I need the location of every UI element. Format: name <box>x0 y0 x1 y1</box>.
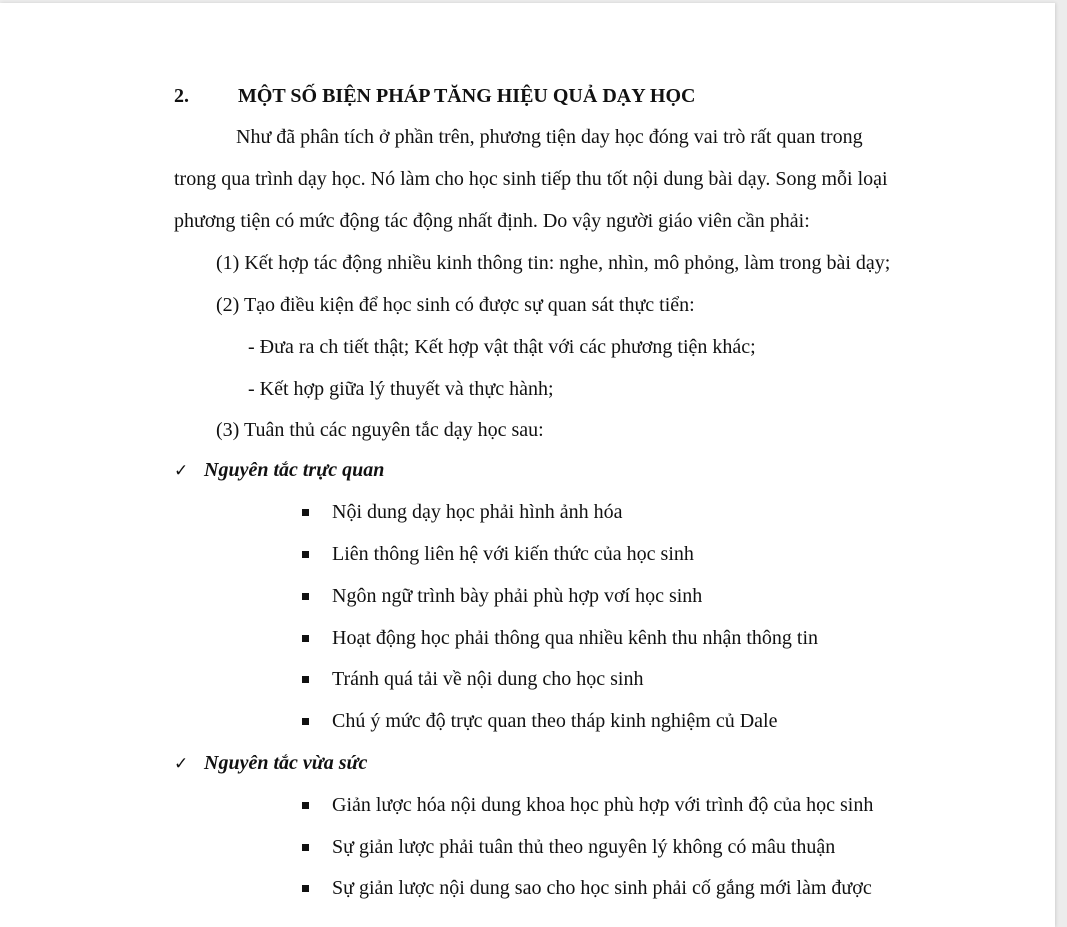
principle-title: Nguyên tắc trực quan <box>204 459 385 481</box>
list-item-text: Hoạt động học phải thông qua nhiều kênh thu nhận thông tin <box>332 627 819 649</box>
checkmark-icon: ✓ <box>174 461 189 481</box>
numbered-item-3: (3) Tuân thủ các nguyên tắc dạy học sau: <box>216 419 544 441</box>
paragraph-line-1: Như đã phân tích ở phần trên, phương tiện day học đóng vai trò rất quan trong <box>236 126 863 148</box>
list-item-text: Sự giản lược nội dung sao cho học sinh phải cố gắng mới làm được <box>332 877 872 899</box>
list-item-text: Giản lược hóa nội dung khoa học phù hợp với trình độ của học sinh <box>332 794 874 816</box>
principle-title: Nguyên tắc vừa sức <box>204 752 368 774</box>
section-number: 2. <box>174 85 189 107</box>
square-bullet-icon <box>302 593 309 600</box>
list-item-text: Chú ý mức độ trực quan theo tháp kinh nghiệm củ Dale <box>332 710 778 732</box>
square-bullet-icon <box>302 718 309 725</box>
square-bullet-icon <box>302 676 309 683</box>
square-bullet-icon <box>302 509 309 516</box>
list-item-text: Nội dung dạy học phải hình ảnh hóa <box>332 501 623 523</box>
list-item-text: Ngôn ngữ trình bày phải phù hợp vơí học sinh <box>332 585 703 607</box>
numbered-item-2: (2) Tạo điều kiện để học sinh có được sự quan sát thực tiển: <box>216 294 695 316</box>
square-bullet-icon <box>302 885 309 892</box>
list-item-text: Tránh quá tải về nội dung cho học sinh <box>332 668 644 690</box>
principle-heading-visual <box>174 458 384 483</box>
square-bullet-icon <box>302 844 309 851</box>
paragraph-line-2: trong qua trình dạy học. Nó làm cho học sinh tiếp thu tốt nội dung bài dạy. Song mỗi loại <box>174 168 888 190</box>
document-page <box>0 3 1055 927</box>
numbered-item-1: (1) Kết hợp tác động nhiều kinh thông tin: nghe, nhìn, mô phỏng, làm trong bài dạy; <box>216 252 891 274</box>
list-item-text: Sự giản lược phải tuân thủ theo nguyên lý không có mâu thuận <box>332 836 836 858</box>
section-title: MỘT SỐ BIỆN PHÁP TĂNG HIỆU QUẢ DẠY HỌC <box>238 85 696 107</box>
square-bullet-icon <box>302 635 309 642</box>
dash-item-2: - Kết hợp giữa lý thuyết và thực hành; <box>248 378 554 400</box>
square-bullet-icon <box>302 551 309 558</box>
checkmark-icon: ✓ <box>174 754 189 774</box>
paragraph-line-3: phương tiện có mức động tác động nhất định. Do vậy người giáo viên cần phải: <box>174 210 810 232</box>
square-bullet-icon <box>302 802 309 809</box>
dash-item-1: - Đưa ra ch tiết thật; Kết hợp vật thật với các phương tiện khác; <box>248 336 756 358</box>
principle-heading <box>174 751 367 776</box>
list-item-text: Liên thông liên hệ với kiến thức của học sinh <box>332 543 694 565</box>
